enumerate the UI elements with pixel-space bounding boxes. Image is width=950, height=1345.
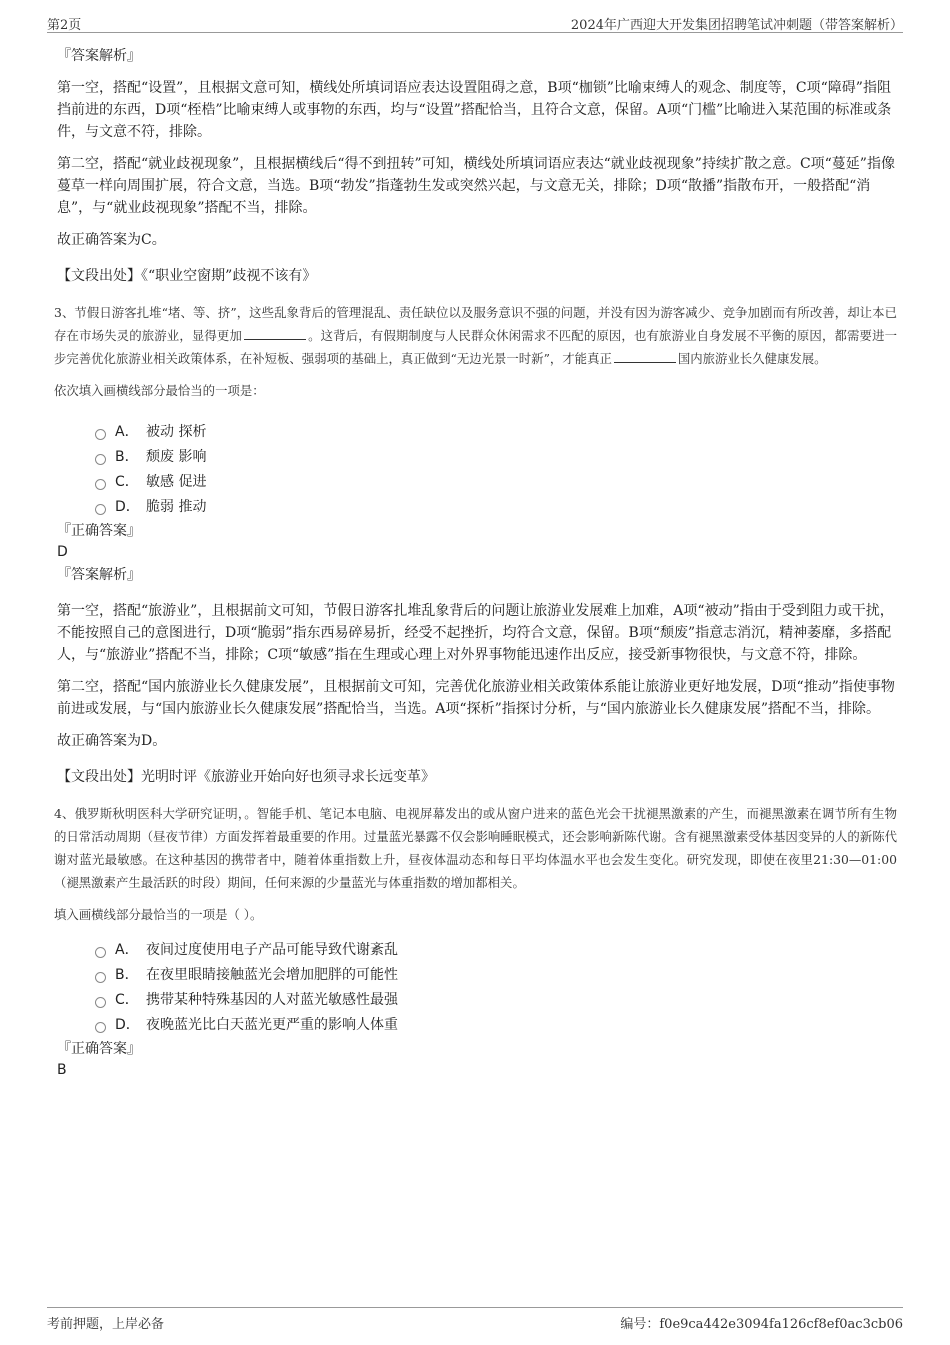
- option-a[interactable]: A． 被动 探析: [95, 420, 897, 445]
- page-number: 第2页: [47, 18, 82, 33]
- correct-answer-label: 『正确答案』: [57, 1041, 141, 1057]
- question-3-text: 3、节假日游客扎堆“堵、等、挤”，这些乱象背后的管理混乱、责任缺位以及服务意识不强的问题，并没有因为游客减少、竞争加剧而有所改善，却让本已存在市场失灵的旅游业，显得更加 。这背后，有假期制度与人民群众休闲需求不匹配的原因，也有旅游业自身发展不平衡的原因，都需要进一步完善优化旅游业相关政策体系，在补短板、强弱项的基础上，真正做到“无边光景一时新”，才能真正 国内旅游业长久健康发展。: [54, 305, 897, 366]
- correct-answer: D: [57, 544, 68, 560]
- option-c[interactable]: C． 敏感 促进: [95, 470, 897, 495]
- analysis-paragraph: 第二空，搭配“就业歧视现象”，且根据横线后“得不到扭转”可知，横线处所填词语应表达“就业歧视现象”持续扩散之意。C项“蔓延”指像蔓草一样向周围扩展，符合文意，当选。B项“勃发”指蓬勃生发或突然兴起，与文意无关，排除；D项“散播”指散布开，一般搭配“消息”，与“就业歧视现象”搭配不当，排除。: [57, 156, 895, 216]
- conclusion-text: 故正确答案为C。: [57, 232, 166, 248]
- radio-button[interactable]: [95, 1022, 106, 1033]
- correct-answer: B: [57, 1062, 67, 1078]
- analysis-label: 『答案解析』: [57, 48, 141, 64]
- fill-blank: [244, 327, 306, 340]
- option-d[interactable]: D． 脆弱 推动: [95, 495, 897, 520]
- option-b[interactable]: B． 在夜里眼睛接触蓝光会增加肥胖的可能性: [95, 963, 897, 988]
- radio-button[interactable]: [95, 429, 106, 440]
- question-4-text: 4、俄罗斯秋明医科大学研究证明，。智能手机、笔记本电脑、电视屏幕发出的或从窗户进来的蓝色光会干扰褪黑激素的产生，而褪黑激素在调节所有生物的日常活动周期（昼夜节律）方面发挥着最重要的作用。过量蓝光暴露不仅会影响睡眠模式，还会影响新陈代谢。含有褪黑激素受体基因变异的人的新陈代谢对蓝光最敏感。在这种基因的携带者中，随着体重指数上升，昼夜体温动态和每日平均体温水平也会发生变化。研究发现，即使在夜里21:30—01:00（褪黑激素产生最活跃的时段）期间，任何来源的少量蓝光与体重指数的增加都相关。: [54, 806, 897, 890]
- option-d[interactable]: D． 夜晚蓝光比白天蓝光更严重的影响人体重: [95, 1013, 897, 1038]
- footer-slogan: 考前押题，上岸必备: [47, 1317, 165, 1332]
- question-prompt: 依次填入画横线部分最恰当的一项是：: [54, 383, 265, 398]
- option-c[interactable]: C． 携带某种特殊基因的人对蓝光敏感性最强: [95, 988, 897, 1013]
- page-footer: [47, 1307, 903, 1332]
- page-content: [54, 45, 897, 1080]
- correct-answer-label: 『正确答案』: [57, 523, 141, 539]
- options-list: [95, 938, 897, 1038]
- analysis-paragraph: 第一空，搭配“旅游业”，且根据前文可知，节假日游客扎堆乱象背后的问题让旅游业发展难上加难，A项“被动”指由于受到阻力或干扰，不能按照自己的意图进行，D项“脆弱”指东西易碎易折，经受不起挫折，均符合文意，保留。B项“颓废”指意志消沉，精神萎靡，多搭配人，与“旅游业”搭配不当，排除；C项“敏感”指在生理或心理上对外界事物能迅速作出反应，接受新事物很快，与文意不符，排除。: [57, 603, 894, 663]
- document-code: 编号：f0e9ca442e3094fa126cf8ef0ac3cb06: [620, 1317, 903, 1332]
- question-prompt: 填入画横线部分最恰当的一项是（ ）。: [54, 907, 263, 922]
- radio-button[interactable]: [95, 504, 106, 515]
- fill-blank: [614, 350, 676, 363]
- radio-button[interactable]: [95, 454, 106, 465]
- source-citation: 【文段出处】光明时评《旅游业开始向好也须寻求长远变革》: [57, 769, 435, 785]
- page-header: [47, 12, 903, 33]
- radio-button[interactable]: [95, 947, 106, 958]
- option-a[interactable]: A． 夜间过度使用电子产品可能导致代谢紊乱: [95, 938, 897, 963]
- radio-button[interactable]: [95, 972, 106, 983]
- analysis-label: 『答案解析』: [57, 567, 141, 583]
- radio-button[interactable]: [95, 997, 106, 1008]
- radio-button[interactable]: [95, 479, 106, 490]
- option-b[interactable]: B． 颓废 影响: [95, 445, 897, 470]
- document-title: 2024年广西迎大开发集团招聘笔试冲刺题（带答案解析）: [570, 18, 903, 33]
- analysis-paragraph: 第一空，搭配“设置”，且根据文意可知，横线处所填词语应表达设置阻碍之意，B项“枷锁”比喻束缚人的观念、制度等，C项“障碍”指阻挡前进的东西，D项“桎梏”比喻束缚人或事物的东西，均与“设置”搭配恰当，且符合文意，保留。A项“门槛”比喻进入某范围的标准或条件，与文意不符，排除。: [57, 80, 892, 140]
- options-list: [95, 420, 897, 520]
- source-citation: 【文段出处】《“职业空窗期”歧视不该有》: [57, 268, 317, 284]
- analysis-paragraph: 第二空，搭配“国内旅游业长久健康发展”，且根据前文可知，完善优化旅游业相关政策体系能让旅游业更好地发展，D项“推动”指使事物前进或发展，与“国内旅游业长久健康发展”搭配恰当，当选。A项“探析”指探讨分析，与“国内旅游业长久健康发展”搭配不当，排除。: [57, 679, 895, 717]
- conclusion-text: 故正确答案为D。: [57, 733, 167, 749]
